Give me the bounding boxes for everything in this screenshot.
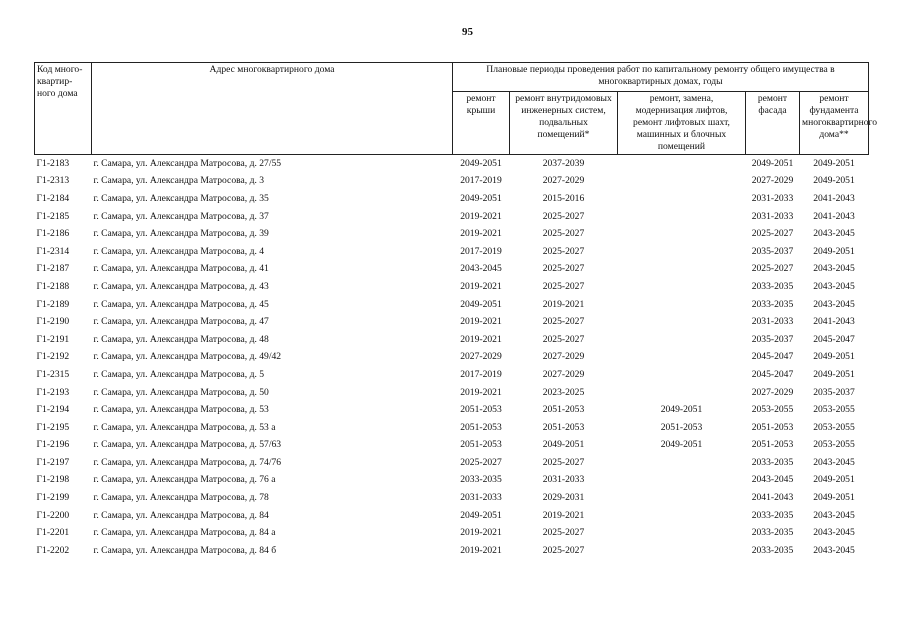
table-row xyxy=(35,384,869,402)
table-row xyxy=(35,173,869,191)
cell-facade: 2051-2053 xyxy=(751,421,794,433)
cell-address: г. Самара, ул. Александра Матросова, д. 57/63 xyxy=(93,439,282,451)
cell-facade: 2045-2047 xyxy=(751,351,794,363)
cell-address: г. Самара, ул. Александра Матросова, д. 78 xyxy=(93,492,269,504)
cell-foundation: 2053-2055 xyxy=(813,404,855,416)
cell-engineering: 2027-2029 xyxy=(542,368,585,380)
cell-elevators xyxy=(618,190,746,208)
cell-address: г. Самара, ул. Александра Матросова, д. 47 xyxy=(93,316,269,328)
cell-roof: 2019-2021 xyxy=(460,210,502,222)
cell-address: г. Самара, ул. Александра Матросова, д. 50 xyxy=(93,386,269,398)
cell-code: Г1-2200 xyxy=(36,509,70,521)
cell-address: г. Самара, ул. Александра Матросова, д. 45 xyxy=(93,298,269,310)
header-periods-group: Плановые периоды проведения работ по капитальному ремонту общего имущества в многоквартирных домах, годы xyxy=(453,63,869,92)
cell-roof: 2049-2051 xyxy=(453,155,510,173)
cell-address: г. Самара, ул. Александра Матросова, д. 37 xyxy=(93,210,269,222)
cell-roof: 2031-2033 xyxy=(460,492,502,504)
table-row xyxy=(35,243,869,261)
table-row xyxy=(35,278,869,296)
cell-roof: 2049-2051 xyxy=(460,192,502,204)
cell-foundation: 2045-2047 xyxy=(813,333,855,345)
cell-facade: 2035-2037 xyxy=(751,333,794,345)
cell-roof: 2043-2045 xyxy=(460,263,502,275)
cell-foundation: 2043-2045 xyxy=(813,544,855,556)
cell-engineering: 2027-2029 xyxy=(542,351,585,363)
cell-facade: 2033-2035 xyxy=(751,509,794,521)
cell-foundation: 2049-2051 xyxy=(813,351,855,363)
cell-engineering: 2025-2027 xyxy=(542,280,585,292)
cell-elevators xyxy=(618,454,746,472)
cell-engineering: 2025-2027 xyxy=(542,527,585,539)
cell-elevators xyxy=(618,208,746,226)
cell-roof: 2017-2019 xyxy=(460,245,502,257)
cell-roof: 2017-2019 xyxy=(460,368,502,380)
cell-address: г. Самара, ул. Александра Матросова, д. 53 а xyxy=(93,421,276,433)
cell-code: Г1-2202 xyxy=(36,544,70,556)
cell-facade: 2031-2033 xyxy=(751,210,794,222)
cell-facade: 2043-2045 xyxy=(751,474,794,486)
cell-roof: 2019-2021 xyxy=(460,228,502,240)
cell-elevators xyxy=(618,384,746,402)
cell-address: г. Самара, ул. Александра Матросова, д. 5 xyxy=(93,368,265,380)
cell-roof: 2049-2051 xyxy=(460,509,502,521)
cell-roof: 2049-2051 xyxy=(460,298,502,310)
header-engineering: ремонт внутридомовых инженерных систем, подвальных помещений* xyxy=(510,92,618,155)
cell-roof: 2025-2027 xyxy=(460,456,502,468)
table-row xyxy=(35,261,869,279)
cell-roof: 2051-2053 xyxy=(460,404,502,416)
cell-foundation: 2043-2045 xyxy=(813,509,855,521)
cell-code: Г1-2185 xyxy=(36,210,70,222)
cell-foundation: 2049-2051 xyxy=(813,492,855,504)
cell-foundation: 2043-2045 xyxy=(813,280,855,292)
cell-roof: 2051-2053 xyxy=(460,421,502,433)
cell-foundation: 2049-2051 xyxy=(813,245,855,257)
cell-facade: 2031-2033 xyxy=(751,192,794,204)
cell-engineering: 2025-2027 xyxy=(542,228,585,240)
table-row xyxy=(35,225,869,243)
cell-foundation: 2043-2045 xyxy=(813,527,855,539)
table-row xyxy=(35,472,869,490)
cell-facade: 2033-2035 xyxy=(751,527,794,539)
cell-code: Г1-2314 xyxy=(36,245,70,257)
cell-foundation: 2049-2051 xyxy=(813,175,855,187)
table-row xyxy=(35,349,869,367)
table-row xyxy=(35,155,869,173)
table-row xyxy=(35,401,869,419)
cell-roof: 2027-2029 xyxy=(460,351,502,363)
cell-foundation: 2043-2045 xyxy=(813,298,855,310)
header-foundation: ремонт фундамента многоквартирного дома** xyxy=(800,92,869,155)
cell-roof: 2019-2021 xyxy=(460,527,502,539)
cell-facade: 2027-2029 xyxy=(751,175,794,187)
repair-schedule-table xyxy=(34,62,878,560)
cell-elevators xyxy=(618,313,746,331)
cell-facade: 2031-2033 xyxy=(751,316,794,328)
cell-elevators xyxy=(618,542,746,560)
cell-facade: 2035-2037 xyxy=(751,245,794,257)
header-roof: ремонт крыши xyxy=(453,92,510,155)
cell-facade: 2033-2035 xyxy=(751,456,794,468)
cell-address: г. Самара, ул. Александра Матросова, д. 43 xyxy=(93,280,269,292)
cell-address: г. Самара, ул. Александра Матросова, д. 84 б xyxy=(93,544,277,556)
cell-address: г. Самара, ул. Александра Матросова, д. 35 xyxy=(93,192,269,204)
cell-elevators xyxy=(618,278,746,296)
cell-code: Г1-2196 xyxy=(36,439,70,451)
cell-engineering: 2051-2053 xyxy=(542,421,585,433)
cell-code: Г1-2313 xyxy=(36,175,70,187)
cell-foundation: 2043-2045 xyxy=(813,456,855,468)
cell-foundation: 2049-2051 xyxy=(813,474,855,486)
cell-address: г. Самара, ул. Александра Матросова, д. 84 а xyxy=(93,527,276,539)
cell-code: Г1-2315 xyxy=(36,368,70,380)
cell-elevators xyxy=(618,243,746,261)
cell-roof: 2051-2053 xyxy=(460,439,502,451)
table-body xyxy=(35,155,869,560)
table-row xyxy=(35,331,869,349)
cell-engineering: 2031-2033 xyxy=(542,474,585,486)
cell-engineering: 2019-2021 xyxy=(542,298,585,310)
cell-foundation: 2053-2055 xyxy=(813,421,855,433)
cell-code: Г1-2201 xyxy=(36,527,70,539)
cell-roof: 2017-2019 xyxy=(460,175,502,187)
cell-facade: 2053-2055 xyxy=(751,404,794,416)
cell-address: г. Самара, ул. Александра Матросова, д. 39 xyxy=(93,228,269,240)
table-row xyxy=(35,419,869,437)
cell-foundation: 2041-2043 xyxy=(813,192,855,204)
cell-address: г. Самара, ул. Александра Матросова, д. 74/76 xyxy=(93,456,282,468)
cell-elevators xyxy=(618,366,746,384)
table-row xyxy=(35,296,869,314)
cell-address: г. Самара, ул. Александра Матросова, д. 76 а xyxy=(93,474,276,486)
cell-code: Г1-2183 xyxy=(35,155,92,173)
cell-engineering: 2051-2053 xyxy=(542,404,585,416)
cell-address: г. Самара, ул. Александра Матросова, д. 4 xyxy=(93,245,265,257)
cell-code: Г1-2199 xyxy=(36,492,70,504)
cell-elevators xyxy=(618,489,746,507)
cell-facade: 2027-2029 xyxy=(751,386,794,398)
cell-code: Г1-2186 xyxy=(36,228,70,240)
cell-roof: 2019-2021 xyxy=(460,280,502,292)
cell-engineering: 2025-2027 xyxy=(542,544,585,556)
cell-foundation: 2041-2043 xyxy=(813,210,855,222)
cell-elevators xyxy=(618,225,746,243)
cell-elevators: 2049-2051 xyxy=(660,404,703,416)
cell-elevators xyxy=(618,296,746,314)
cell-foundation: 2035-2037 xyxy=(813,386,855,398)
cell-address: г. Самара, ул. Александра Матросова, д. 53 xyxy=(93,404,269,416)
cell-elevators xyxy=(618,524,746,542)
cell-facade: 2033-2035 xyxy=(751,544,794,556)
table-row xyxy=(35,454,869,472)
cell-address: г. Самара, ул. Александра Матросова, д. 3 xyxy=(93,175,265,187)
cell-engineering: 2049-2051 xyxy=(542,439,585,451)
cell-facade: 2033-2035 xyxy=(751,280,794,292)
table-row xyxy=(35,208,869,226)
cell-elevators xyxy=(618,349,746,367)
cell-engineering: 2027-2029 xyxy=(542,175,585,187)
cell-code: Г1-2192 xyxy=(36,351,70,363)
cell-address: г. Самара, ул. Александра Матросова, д. 48 xyxy=(93,333,269,345)
cell-facade: 2049-2051 xyxy=(746,155,800,173)
cell-engineering: 2025-2027 xyxy=(542,456,585,468)
cell-code: Г1-2197 xyxy=(36,456,70,468)
cell-facade: 2041-2043 xyxy=(751,492,794,504)
cell-facade: 2025-2027 xyxy=(751,228,794,240)
cell-roof: 2033-2035 xyxy=(460,474,502,486)
cell-code: Г1-2191 xyxy=(36,333,70,345)
cell-elevators xyxy=(618,155,746,173)
cell-foundation: 2041-2043 xyxy=(813,316,855,328)
cell-code: Г1-2184 xyxy=(36,192,70,204)
cell-code: Г1-2189 xyxy=(36,298,70,310)
cell-code: Г1-2190 xyxy=(36,316,70,328)
cell-roof: 2019-2021 xyxy=(460,386,502,398)
cell-foundation: 2043-2045 xyxy=(813,263,855,275)
table-row xyxy=(35,190,869,208)
header-facade: ремонт фасада xyxy=(746,92,800,155)
cell-code: Г1-2188 xyxy=(36,280,70,292)
cell-facade: 2045-2047 xyxy=(751,368,794,380)
cell-address: г. Самара, ул. Александра Матросова, д. 27/55 xyxy=(92,155,453,173)
cell-facade: 2033-2035 xyxy=(751,298,794,310)
table-row xyxy=(35,524,869,542)
cell-engineering: 2019-2021 xyxy=(542,509,585,521)
cell-foundation: 2053-2055 xyxy=(813,439,855,451)
table-row xyxy=(35,366,869,384)
cell-engineering: 2025-2027 xyxy=(542,333,585,345)
table-row xyxy=(35,437,869,455)
cell-facade: 2051-2053 xyxy=(751,439,794,451)
table-row xyxy=(35,489,869,507)
cell-code: Г1-2198 xyxy=(36,474,70,486)
cell-elevators xyxy=(618,261,746,279)
header-code: Код много-квартир-ного дома xyxy=(35,63,92,155)
cell-engineering: 2029-2031 xyxy=(542,492,585,504)
cell-foundation: 2049-2051 xyxy=(800,155,869,173)
cell-engineering: 2025-2027 xyxy=(542,263,585,275)
table-row xyxy=(35,542,869,560)
cell-elevators xyxy=(618,331,746,349)
cell-code: Г1-2193 xyxy=(36,386,70,398)
cell-foundation: 2043-2045 xyxy=(813,228,855,240)
cell-engineering: 2025-2027 xyxy=(542,245,585,257)
cell-code: Г1-2195 xyxy=(36,421,70,433)
cell-elevators: 2051-2053 xyxy=(660,421,703,433)
cell-address: г. Самара, ул. Александра Матросова, д. 49/42 xyxy=(93,351,282,363)
cell-elevators xyxy=(618,173,746,191)
cell-engineering: 2023-2025 xyxy=(542,386,585,398)
cell-engineering: 2025-2027 xyxy=(542,316,585,328)
table-row xyxy=(35,313,869,331)
header-address: Адрес многоквартирного дома xyxy=(92,63,453,155)
cell-facade: 2025-2027 xyxy=(751,263,794,275)
cell-elevators xyxy=(618,507,746,525)
cell-engineering: 2037-2039 xyxy=(510,155,618,173)
cell-engineering: 2025-2027 xyxy=(542,210,585,222)
cell-engineering: 2015-2016 xyxy=(542,192,585,204)
cell-roof: 2019-2021 xyxy=(460,333,502,345)
cell-address: г. Самара, ул. Александра Матросова, д. 84 xyxy=(93,509,269,521)
cell-code: Г1-2194 xyxy=(36,404,70,416)
cell-address: г. Самара, ул. Александра Матросова, д. 41 xyxy=(93,263,269,275)
cell-roof: 2019-2021 xyxy=(460,316,502,328)
table-row xyxy=(35,507,869,525)
cell-elevators: 2049-2051 xyxy=(660,439,703,451)
cell-foundation: 2049-2051 xyxy=(813,368,855,380)
page-number: 95 xyxy=(462,26,473,38)
cell-roof: 2019-2021 xyxy=(460,544,502,556)
cell-code: Г1-2187 xyxy=(36,263,70,275)
header-elevators: ремонт, замена, модернизация лифтов, ремонт лифтовых шахт, машинных и блочных помещений xyxy=(618,92,746,155)
cell-elevators xyxy=(618,472,746,490)
